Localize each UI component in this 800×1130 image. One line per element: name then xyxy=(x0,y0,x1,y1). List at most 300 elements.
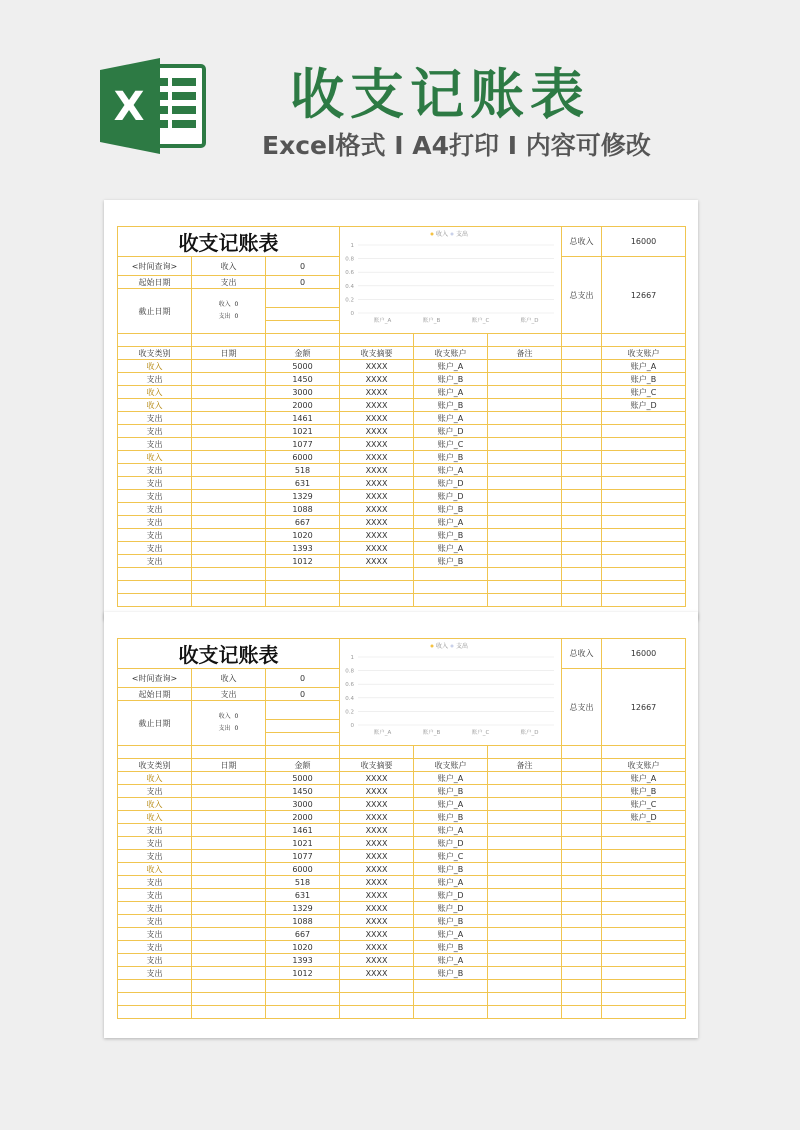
empty-cell[interactable] xyxy=(488,980,562,993)
cell-account-list[interactable] xyxy=(602,902,686,915)
cell-category[interactable]: 支出 xyxy=(118,928,192,941)
cell-account[interactable]: 账户_A xyxy=(414,928,488,941)
empty-cell[interactable] xyxy=(488,594,562,607)
cell-date[interactable] xyxy=(192,360,266,373)
cell-empty[interactable] xyxy=(562,941,602,954)
empty-cell[interactable] xyxy=(266,1006,340,1019)
cell-account[interactable]: 账户_B xyxy=(414,451,488,464)
cell-account[interactable]: 账户_D xyxy=(414,425,488,438)
empty-cell[interactable] xyxy=(340,568,414,581)
cell-category[interactable]: 支出 xyxy=(118,824,192,837)
cell-note[interactable] xyxy=(488,772,562,785)
cell-summary[interactable]: XXXX xyxy=(340,373,414,386)
cell-account[interactable]: 账户_A xyxy=(414,464,488,477)
cell-account[interactable]: 账户_B xyxy=(414,529,488,542)
empty-cell[interactable] xyxy=(488,581,562,594)
empty-cell[interactable] xyxy=(562,1006,602,1019)
cell-account-list[interactable]: 账户_A xyxy=(602,772,686,785)
empty-cell[interactable] xyxy=(414,980,488,993)
empty-cell[interactable] xyxy=(414,581,488,594)
cell-note[interactable] xyxy=(488,412,562,425)
cell-summary[interactable]: XXXX xyxy=(340,464,414,477)
cell-account-list[interactable]: 账户_B xyxy=(602,785,686,798)
cell-account-list[interactable] xyxy=(602,477,686,490)
cell-empty[interactable] xyxy=(562,811,602,824)
cell-empty[interactable] xyxy=(562,542,602,555)
cell-empty[interactable] xyxy=(562,915,602,928)
cell-date[interactable] xyxy=(192,451,266,464)
cell-summary[interactable]: XXXX xyxy=(340,477,414,490)
cell-category[interactable]: 支出 xyxy=(118,412,192,425)
cell-category[interactable]: 支出 xyxy=(118,529,192,542)
cell-date[interactable] xyxy=(192,503,266,516)
cell-empty[interactable] xyxy=(562,863,602,876)
cell-account-list[interactable] xyxy=(602,915,686,928)
cell-account-list[interactable] xyxy=(602,490,686,503)
cell-account[interactable]: 账户_A xyxy=(414,360,488,373)
cell-date[interactable] xyxy=(192,785,266,798)
cell-category[interactable]: 支出 xyxy=(118,373,192,386)
empty-cell[interactable] xyxy=(266,568,340,581)
cell-amount[interactable]: 1329 xyxy=(266,490,340,503)
empty-cell[interactable] xyxy=(192,980,266,993)
cell-amount[interactable]: 518 xyxy=(266,876,340,889)
cell-note[interactable] xyxy=(488,863,562,876)
cell-amount[interactable]: 1088 xyxy=(266,915,340,928)
cell-account-list[interactable] xyxy=(602,425,686,438)
cell-amount[interactable]: 1021 xyxy=(266,837,340,850)
cell-summary[interactable]: XXXX xyxy=(340,785,414,798)
cell-note[interactable] xyxy=(488,464,562,477)
cell-amount[interactable]: 1020 xyxy=(266,529,340,542)
cell-empty[interactable] xyxy=(562,516,602,529)
cell-date[interactable] xyxy=(192,399,266,412)
cell-date[interactable] xyxy=(192,542,266,555)
cell-amount[interactable]: 2000 xyxy=(266,811,340,824)
empty-cell[interactable] xyxy=(562,568,602,581)
cell-account-list[interactable]: 账户_D xyxy=(602,811,686,824)
cell-summary[interactable]: XXXX xyxy=(340,837,414,850)
cell-summary[interactable]: XXXX xyxy=(340,811,414,824)
cell-note[interactable] xyxy=(488,438,562,451)
empty-cell[interactable] xyxy=(266,594,340,607)
cell-summary[interactable]: XXXX xyxy=(340,516,414,529)
cell-summary[interactable]: XXXX xyxy=(340,954,414,967)
cell-note[interactable] xyxy=(488,555,562,568)
cell-date[interactable] xyxy=(192,490,266,503)
cell-summary[interactable]: XXXX xyxy=(340,967,414,980)
cell-category[interactable]: 收入 xyxy=(118,386,192,399)
cell-amount[interactable]: 1450 xyxy=(266,785,340,798)
cell-account[interactable]: 账户_A xyxy=(414,824,488,837)
cell-amount[interactable]: 3000 xyxy=(266,798,340,811)
cell-summary[interactable]: XXXX xyxy=(340,555,414,568)
empty-cell[interactable] xyxy=(118,993,192,1006)
empty-cell[interactable] xyxy=(118,980,192,993)
cell-amount[interactable]: 2000 xyxy=(266,399,340,412)
cell-empty[interactable] xyxy=(562,464,602,477)
cell-date[interactable] xyxy=(192,386,266,399)
cell-date[interactable] xyxy=(192,928,266,941)
cell-date[interactable] xyxy=(192,811,266,824)
cell-category[interactable]: 支出 xyxy=(118,967,192,980)
cell-empty[interactable] xyxy=(562,824,602,837)
cell-note[interactable] xyxy=(488,941,562,954)
cell-note[interactable] xyxy=(488,490,562,503)
cell-amount[interactable]: 1461 xyxy=(266,824,340,837)
cell-account-list[interactable] xyxy=(602,555,686,568)
cell-empty[interactable] xyxy=(562,386,602,399)
cell-amount[interactable]: 5000 xyxy=(266,360,340,373)
cell-account[interactable]: 账户_D xyxy=(414,477,488,490)
cell-empty[interactable] xyxy=(562,425,602,438)
cell-category[interactable]: 支出 xyxy=(118,850,192,863)
empty-cell[interactable] xyxy=(562,594,602,607)
empty-cell[interactable] xyxy=(602,1006,686,1019)
cell-category[interactable]: 支出 xyxy=(118,902,192,915)
cell-account[interactable]: 账户_B xyxy=(414,811,488,824)
cell-empty[interactable] xyxy=(562,902,602,915)
cell-amount[interactable]: 1077 xyxy=(266,850,340,863)
cell-empty[interactable] xyxy=(562,772,602,785)
cell-account[interactable]: 账户_A xyxy=(414,954,488,967)
empty-cell[interactable] xyxy=(602,980,686,993)
cell-account[interactable]: 账户_B xyxy=(414,503,488,516)
cell-amount[interactable]: 667 xyxy=(266,928,340,941)
empty-cell[interactable] xyxy=(192,1006,266,1019)
cell-amount[interactable]: 1393 xyxy=(266,542,340,555)
cell-summary[interactable]: XXXX xyxy=(340,399,414,412)
cell-account[interactable]: 账户_A xyxy=(414,386,488,399)
cell-category[interactable]: 支出 xyxy=(118,464,192,477)
cell-category[interactable]: 支出 xyxy=(118,438,192,451)
cell-empty[interactable] xyxy=(562,373,602,386)
cell-empty[interactable] xyxy=(562,412,602,425)
cell-empty[interactable] xyxy=(562,928,602,941)
empty-cell[interactable] xyxy=(118,1006,192,1019)
cell-account-list[interactable] xyxy=(602,837,686,850)
cell-account[interactable]: 账户_B xyxy=(414,915,488,928)
empty-cell[interactable] xyxy=(340,581,414,594)
cell-summary[interactable]: XXXX xyxy=(340,902,414,915)
cell-account[interactable]: 账户_A xyxy=(414,876,488,889)
cell-category[interactable]: 支出 xyxy=(118,516,192,529)
cell-date[interactable] xyxy=(192,954,266,967)
cell-category[interactable]: 收入 xyxy=(118,399,192,412)
cell-category[interactable]: 支出 xyxy=(118,876,192,889)
cell-category[interactable]: 收入 xyxy=(118,863,192,876)
cell-amount[interactable]: 1393 xyxy=(266,954,340,967)
cell-account-list[interactable] xyxy=(602,850,686,863)
cell-date[interactable] xyxy=(192,798,266,811)
cell-account[interactable]: 账户_D xyxy=(414,902,488,915)
cell-amount[interactable]: 1020 xyxy=(266,941,340,954)
cell-account-list[interactable]: 账户_C xyxy=(602,386,686,399)
cell-note[interactable] xyxy=(488,386,562,399)
cell-category[interactable]: 收入 xyxy=(118,798,192,811)
cell-category[interactable]: 支出 xyxy=(118,503,192,516)
cell-account-list[interactable] xyxy=(602,542,686,555)
cell-empty[interactable] xyxy=(562,798,602,811)
cell-summary[interactable]: XXXX xyxy=(340,889,414,902)
cell-empty[interactable] xyxy=(562,876,602,889)
cell-note[interactable] xyxy=(488,360,562,373)
empty-cell[interactable] xyxy=(340,1006,414,1019)
cell-category[interactable]: 支出 xyxy=(118,785,192,798)
cell-note[interactable] xyxy=(488,850,562,863)
cell-note[interactable] xyxy=(488,451,562,464)
cell-note[interactable] xyxy=(488,785,562,798)
cell-category[interactable]: 支出 xyxy=(118,954,192,967)
cell-date[interactable] xyxy=(192,941,266,954)
cell-category[interactable]: 收入 xyxy=(118,360,192,373)
cell-note[interactable] xyxy=(488,399,562,412)
empty-cell[interactable] xyxy=(118,581,192,594)
cell-account[interactable]: 账户_C xyxy=(414,438,488,451)
empty-cell[interactable] xyxy=(340,993,414,1006)
cell-account[interactable]: 账户_A xyxy=(414,412,488,425)
cell-category[interactable]: 收入 xyxy=(118,811,192,824)
cell-account-list[interactable]: 账户_D xyxy=(602,399,686,412)
cell-empty[interactable] xyxy=(562,850,602,863)
empty-cell[interactable] xyxy=(602,993,686,1006)
cell-account[interactable]: 账户_D xyxy=(414,837,488,850)
cell-amount[interactable]: 518 xyxy=(266,464,340,477)
cell-empty[interactable] xyxy=(562,490,602,503)
cell-empty[interactable] xyxy=(562,529,602,542)
cell-note[interactable] xyxy=(488,811,562,824)
cell-summary[interactable]: XXXX xyxy=(340,941,414,954)
cell-account[interactable]: 账户_B xyxy=(414,863,488,876)
cell-note[interactable] xyxy=(488,503,562,516)
empty-cell[interactable] xyxy=(414,594,488,607)
cell-date[interactable] xyxy=(192,438,266,451)
empty-cell[interactable] xyxy=(192,594,266,607)
cell-summary[interactable]: XXXX xyxy=(340,503,414,516)
cell-account-list[interactable]: 账户_C xyxy=(602,798,686,811)
cell-note[interactable] xyxy=(488,542,562,555)
empty-cell[interactable] xyxy=(562,980,602,993)
cell-summary[interactable]: XXXX xyxy=(340,542,414,555)
cell-date[interactable] xyxy=(192,373,266,386)
cell-summary[interactable]: XXXX xyxy=(340,490,414,503)
cell-account-list[interactable] xyxy=(602,941,686,954)
cell-account-list[interactable] xyxy=(602,516,686,529)
cell-amount[interactable]: 6000 xyxy=(266,863,340,876)
cell-date[interactable] xyxy=(192,889,266,902)
cell-category[interactable]: 收入 xyxy=(118,451,192,464)
cell-summary[interactable]: XXXX xyxy=(340,412,414,425)
cell-account[interactable]: 账户_B xyxy=(414,373,488,386)
empty-cell[interactable] xyxy=(118,594,192,607)
cell-date[interactable] xyxy=(192,837,266,850)
cell-empty[interactable] xyxy=(562,837,602,850)
empty-cell[interactable] xyxy=(340,980,414,993)
cell-amount[interactable]: 1088 xyxy=(266,503,340,516)
cell-amount[interactable]: 1450 xyxy=(266,373,340,386)
cell-category[interactable]: 支出 xyxy=(118,915,192,928)
cell-note[interactable] xyxy=(488,954,562,967)
cell-empty[interactable] xyxy=(562,451,602,464)
cell-category[interactable]: 支出 xyxy=(118,477,192,490)
cell-date[interactable] xyxy=(192,772,266,785)
cell-empty[interactable] xyxy=(562,503,602,516)
cell-note[interactable] xyxy=(488,928,562,941)
cell-account[interactable]: 账户_A xyxy=(414,772,488,785)
cell-note[interactable] xyxy=(488,373,562,386)
cell-summary[interactable]: XXXX xyxy=(340,438,414,451)
cell-account-list[interactable]: 账户_B xyxy=(602,373,686,386)
cell-account-list[interactable] xyxy=(602,954,686,967)
cell-amount[interactable]: 1077 xyxy=(266,438,340,451)
cell-category[interactable]: 支出 xyxy=(118,889,192,902)
empty-cell[interactable] xyxy=(602,568,686,581)
cell-note[interactable] xyxy=(488,902,562,915)
cell-account[interactable]: 账户_A xyxy=(414,542,488,555)
cell-date[interactable] xyxy=(192,555,266,568)
cell-date[interactable] xyxy=(192,529,266,542)
cell-note[interactable] xyxy=(488,824,562,837)
empty-cell[interactable] xyxy=(414,1006,488,1019)
cell-note[interactable] xyxy=(488,798,562,811)
cell-empty[interactable] xyxy=(562,889,602,902)
cell-account-list[interactable] xyxy=(602,928,686,941)
cell-empty[interactable] xyxy=(562,785,602,798)
cell-date[interactable] xyxy=(192,863,266,876)
cell-date[interactable] xyxy=(192,876,266,889)
cell-note[interactable] xyxy=(488,425,562,438)
cell-category[interactable]: 支出 xyxy=(118,490,192,503)
cell-account-list[interactable] xyxy=(602,889,686,902)
cell-empty[interactable] xyxy=(562,967,602,980)
cell-amount[interactable]: 3000 xyxy=(266,386,340,399)
empty-cell[interactable] xyxy=(266,581,340,594)
empty-cell[interactable] xyxy=(266,980,340,993)
time-query-label[interactable]: <时间查询> xyxy=(118,257,192,276)
empty-cell[interactable] xyxy=(488,993,562,1006)
cell-category[interactable]: 收入 xyxy=(118,772,192,785)
cell-amount[interactable]: 667 xyxy=(266,516,340,529)
cell-account-list[interactable] xyxy=(602,412,686,425)
cell-account[interactable]: 账户_D xyxy=(414,490,488,503)
cell-account[interactable]: 账户_D xyxy=(414,889,488,902)
cell-empty[interactable] xyxy=(562,399,602,412)
cell-summary[interactable]: XXXX xyxy=(340,928,414,941)
cell-amount[interactable]: 1461 xyxy=(266,412,340,425)
cell-account-list[interactable] xyxy=(602,503,686,516)
cell-category[interactable]: 支出 xyxy=(118,425,192,438)
cell-date[interactable] xyxy=(192,477,266,490)
empty-cell[interactable] xyxy=(562,581,602,594)
cell-account[interactable]: 账户_B xyxy=(414,967,488,980)
cell-amount[interactable]: 1021 xyxy=(266,425,340,438)
cell-category[interactable]: 支出 xyxy=(118,837,192,850)
cell-amount[interactable]: 631 xyxy=(266,889,340,902)
cell-summary[interactable]: XXXX xyxy=(340,772,414,785)
cell-account[interactable]: 账户_A xyxy=(414,516,488,529)
cell-summary[interactable]: XXXX xyxy=(340,360,414,373)
cell-empty[interactable] xyxy=(562,438,602,451)
cell-account[interactable]: 账户_C xyxy=(414,850,488,863)
cell-date[interactable] xyxy=(192,915,266,928)
empty-cell[interactable] xyxy=(488,1006,562,1019)
cell-amount[interactable]: 6000 xyxy=(266,451,340,464)
empty-cell[interactable] xyxy=(602,594,686,607)
cell-date[interactable] xyxy=(192,425,266,438)
cell-note[interactable] xyxy=(488,967,562,980)
cell-empty[interactable] xyxy=(562,954,602,967)
empty-cell[interactable] xyxy=(266,993,340,1006)
cell-summary[interactable]: XXXX xyxy=(340,386,414,399)
cell-account[interactable]: 账户_B xyxy=(414,941,488,954)
cell-date[interactable] xyxy=(192,967,266,980)
cell-note[interactable] xyxy=(488,876,562,889)
cell-account[interactable]: 账户_B xyxy=(414,399,488,412)
cell-summary[interactable]: XXXX xyxy=(340,529,414,542)
cell-note[interactable] xyxy=(488,529,562,542)
cell-date[interactable] xyxy=(192,412,266,425)
empty-cell[interactable] xyxy=(192,581,266,594)
cell-category[interactable]: 支出 xyxy=(118,542,192,555)
cell-account-list[interactable] xyxy=(602,451,686,464)
cell-account-list[interactable] xyxy=(602,863,686,876)
cell-note[interactable] xyxy=(488,516,562,529)
cell-account[interactable]: 账户_A xyxy=(414,798,488,811)
cell-date[interactable] xyxy=(192,850,266,863)
cell-summary[interactable]: XXXX xyxy=(340,798,414,811)
cell-summary[interactable]: XXXX xyxy=(340,915,414,928)
cell-amount[interactable]: 5000 xyxy=(266,772,340,785)
cell-date[interactable] xyxy=(192,464,266,477)
cell-summary[interactable]: XXXX xyxy=(340,451,414,464)
cell-account-list[interactable] xyxy=(602,824,686,837)
cell-summary[interactable]: XXXX xyxy=(340,850,414,863)
cell-summary[interactable]: XXXX xyxy=(340,863,414,876)
empty-cell[interactable] xyxy=(192,568,266,581)
cell-account-list[interactable] xyxy=(602,967,686,980)
cell-account-list[interactable] xyxy=(602,464,686,477)
cell-account-list[interactable] xyxy=(602,438,686,451)
cell-amount[interactable]: 1329 xyxy=(266,902,340,915)
cell-summary[interactable]: XXXX xyxy=(340,425,414,438)
cell-account[interactable]: 账户_B xyxy=(414,555,488,568)
cell-account-list[interactable] xyxy=(602,876,686,889)
cell-note[interactable] xyxy=(488,915,562,928)
cell-category[interactable]: 支出 xyxy=(118,555,192,568)
cell-note[interactable] xyxy=(488,477,562,490)
empty-cell[interactable] xyxy=(118,568,192,581)
cell-account-list[interactable]: 账户_A xyxy=(602,360,686,373)
empty-cell[interactable] xyxy=(192,993,266,1006)
empty-cell[interactable] xyxy=(340,594,414,607)
cell-empty[interactable] xyxy=(562,555,602,568)
cell-summary[interactable]: XXXX xyxy=(340,824,414,837)
cell-amount[interactable]: 1012 xyxy=(266,555,340,568)
empty-cell[interactable] xyxy=(562,993,602,1006)
cell-empty[interactable] xyxy=(562,477,602,490)
cell-category[interactable]: 支出 xyxy=(118,941,192,954)
cell-empty[interactable] xyxy=(562,360,602,373)
empty-cell[interactable] xyxy=(602,581,686,594)
cell-note[interactable] xyxy=(488,837,562,850)
empty-cell[interactable] xyxy=(414,568,488,581)
empty-cell[interactable] xyxy=(488,568,562,581)
cell-amount[interactable]: 1012 xyxy=(266,967,340,980)
time-query-label[interactable]: <时间查询> xyxy=(118,669,192,688)
cell-date[interactable] xyxy=(192,824,266,837)
cell-account[interactable]: 账户_B xyxy=(414,785,488,798)
cell-amount[interactable]: 631 xyxy=(266,477,340,490)
